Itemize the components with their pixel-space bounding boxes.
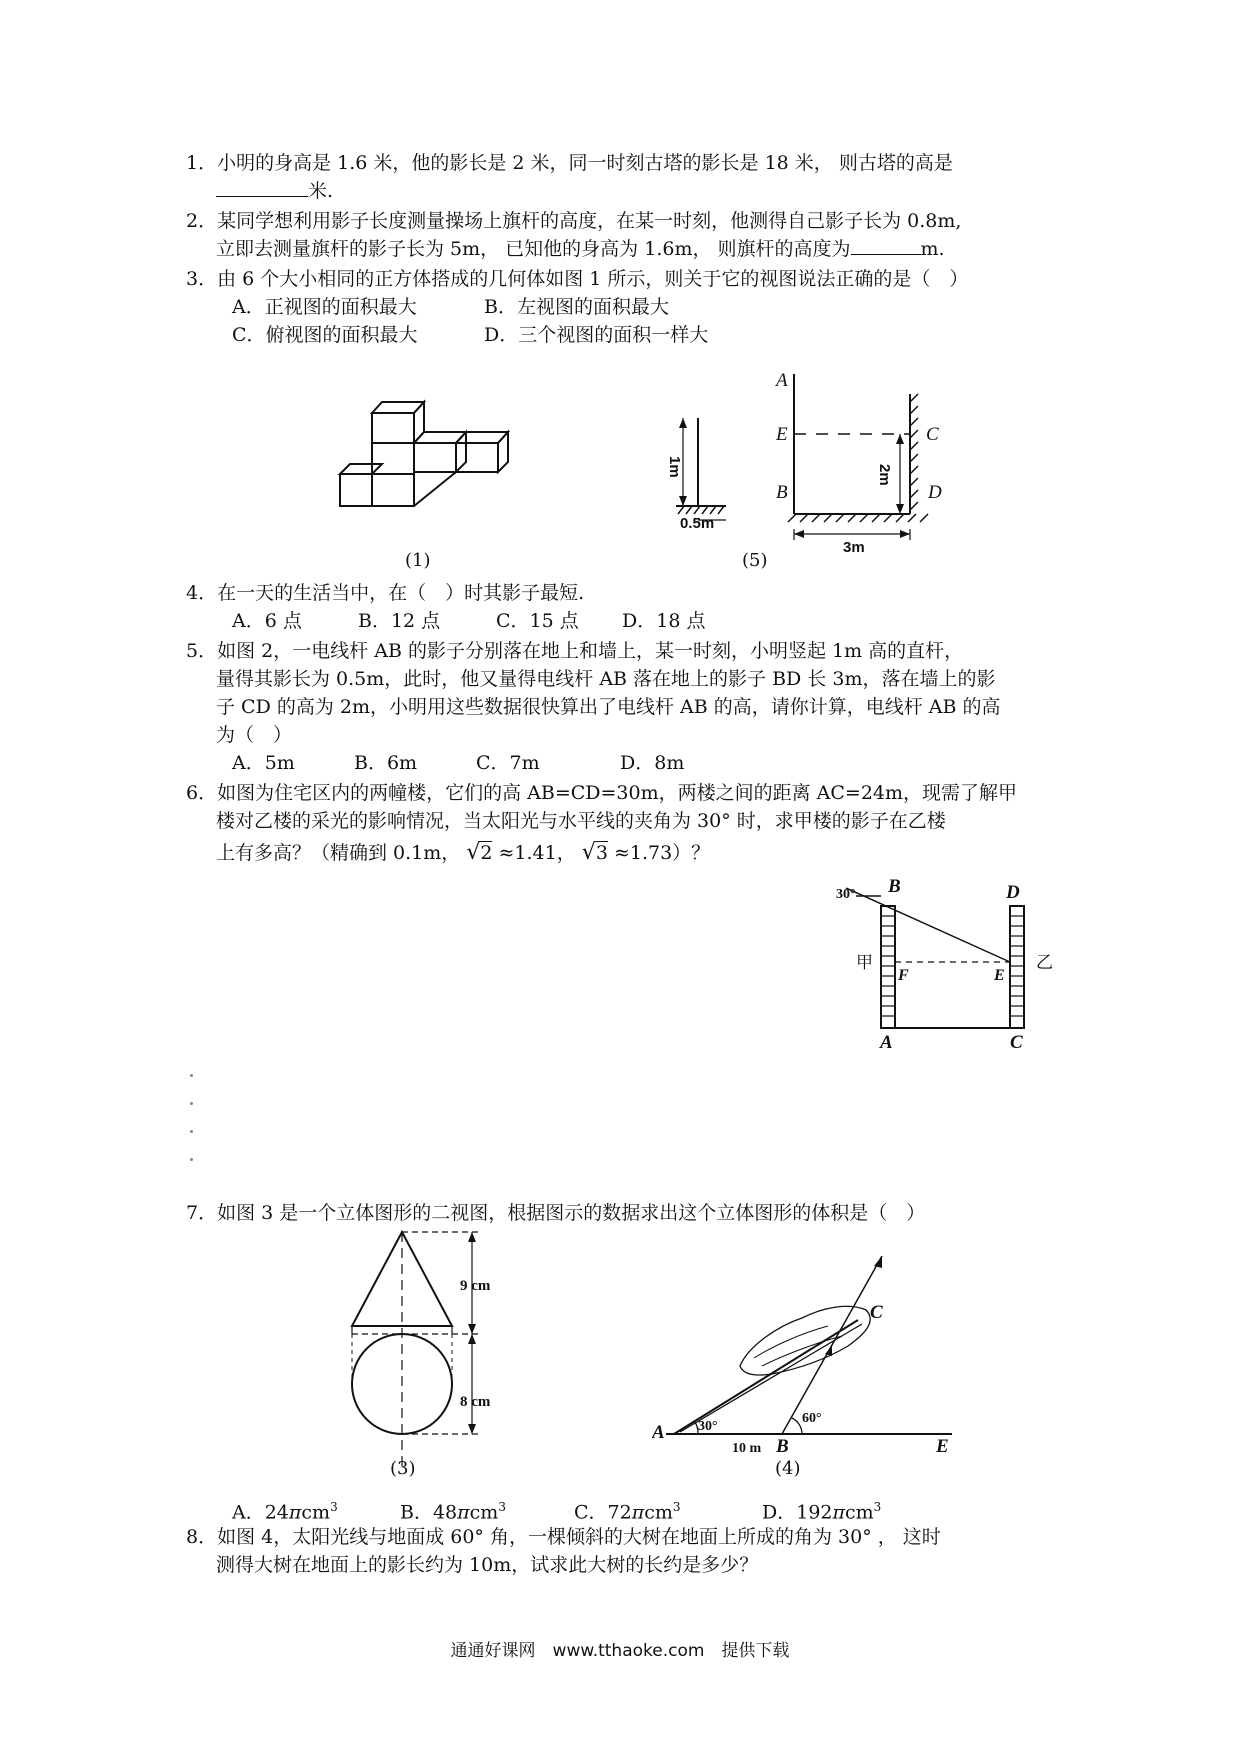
q6-line1: 6．如图为住宅区内的两幢楼，它们的高 AB=CD=30m，两楼之间的距离 AC=24m，现需了解甲 [186, 782, 1018, 804]
q1-line2-suffix: 米. [308, 180, 334, 202]
fig4-point-c: C [870, 1302, 883, 1323]
q7-option-d-value: D．192 [762, 1501, 833, 1524]
sqrt3-symbol: √ [581, 840, 596, 865]
fig4-point-a: A [652, 1422, 665, 1443]
figure-4-caption: (4) [775, 1458, 801, 1479]
q4-stem: 4．在一天的生活当中，在（ ）时其影子最短. [186, 582, 585, 604]
unit-cm: cm [301, 1501, 331, 1524]
q2-line2 [216, 236, 945, 262]
fig6-point-f: F [898, 967, 909, 984]
q2-line1: 2．某同学想利用影子长度测量操场上旗杆的高度，在某一时刻，他测得自己影子长为 0.8m, [186, 210, 962, 232]
figure-5-caption: (5) [742, 550, 768, 571]
fig4-label-10m: 10 m [732, 1441, 762, 1456]
fig5-point-a: A [776, 370, 788, 391]
unit-cm: cm [469, 1501, 499, 1524]
scan-dot [190, 1074, 193, 1077]
fig5-label-0.5m: 0.5m [680, 515, 715, 532]
q7-stem: 7．如图 3 是一个立体图形的二视图，根据图示的数据求出这个立体图形的体积是（ ） [186, 1202, 926, 1224]
q7-option-d [762, 1494, 881, 1525]
fig5-point-c: C [926, 424, 939, 445]
fig5-point-d: D [928, 482, 942, 503]
q5-line2: 量得其影长为 0.5m，此时，他又量得电线杆 AB 落在地上的影子 BD 长 3m，落在墙上的影 [216, 668, 996, 690]
sqrt3-radicand: 3 [595, 842, 608, 864]
q6-line3-prefix: 上有多高？（精确到 0.1m， [216, 842, 461, 864]
fig6-point-b: B [888, 876, 901, 897]
fig4-point-b: B [776, 1436, 789, 1456]
pi-symbol: π [288, 1501, 302, 1524]
q5-option-d: D．8m [620, 752, 685, 774]
scan-dot [190, 1158, 193, 1161]
figure-3-two-views [340, 1226, 530, 1476]
figure-5-diagram [648, 364, 958, 554]
q2-line2-prefix: 立即去测量旗杆的影子长为 5m， 已知他的身高为 1.6m， 则旗杆的高度为 [216, 238, 851, 260]
q7-option-c [574, 1494, 681, 1525]
figure-1-caption: (1) [405, 550, 431, 571]
q3-option-d: D．三个视图的面积一样大 [484, 324, 709, 346]
fig4-point-e: E [936, 1436, 949, 1456]
exponent-3: 3 [330, 1500, 338, 1514]
fig3-label-8cm: 8 cm [460, 1394, 491, 1410]
exponent-3: 3 [873, 1500, 882, 1514]
unit-cm: cm [644, 1501, 673, 1524]
q5-line3: 子 CD 的高为 2m，小明用这些数据很快算出了电线杆 AB 的高，请你计算，电线杆 AB 的高 [216, 696, 1001, 718]
figure-1-cubes [330, 392, 530, 542]
fig6-point-c: C [1010, 1032, 1023, 1053]
q5-option-a: A．5m [232, 752, 295, 774]
sqrt2-radicand: 2 [480, 842, 493, 864]
q7-option-a-value: A．24 [232, 1501, 289, 1524]
q6-line3 [216, 840, 710, 866]
q8-line2: 测得大树在地面上的影长约为 10m，试求此大树的长约是多少？ [216, 1554, 759, 1576]
q4-option-a: A．6 点 [232, 610, 302, 632]
fig4-angle-60: 60° [802, 1411, 822, 1426]
sqrt2-symbol: √ [466, 840, 481, 865]
fig6-label-yi: 乙 [1036, 953, 1053, 973]
q5-option-b: B．6m [354, 752, 418, 774]
q5-line4: 为（ ） [216, 724, 293, 746]
fig4-angle-30: 30° [698, 1419, 718, 1434]
figure-6-buildings [836, 876, 1066, 1056]
q2-line2-suffix: m. [920, 238, 945, 260]
q5-line1: 5．如图 2，一电线杆 AB 的影子分别落在地上和墙上，某一时刻，小明竖起 1m 高的直杆， [186, 640, 964, 662]
q1-line1: 1．小明的身高是 1.6 米，他的影长是 2 米，同一时刻古塔的影长是 18 米， 则古塔的高是 [186, 152, 953, 174]
fig5-label-3m: 3m [843, 539, 865, 554]
scan-dot [190, 1102, 193, 1105]
fig3-label-9cm: 9 cm [460, 1278, 491, 1294]
q3-stem: 3．由 6 个大小相同的正方体搭成的几何体如图 1 所示，则关于它的视图说法正确的是（ ） [186, 268, 969, 290]
pi-symbol: π [631, 1501, 645, 1524]
q7-option-a [232, 1494, 338, 1525]
q2-answer-blank [851, 236, 921, 255]
fig5-label-2m: 2m [876, 464, 893, 486]
q6-approx1: ≈1.41， [498, 842, 576, 864]
fig5-point-b: B [776, 482, 788, 503]
unit-cm: cm [845, 1501, 874, 1524]
fig6-point-d: D [1006, 882, 1020, 903]
q6-line2: 楼对乙楼的采光的影响情况，当太阳光与水平线的夹角为 30° 时，求甲楼的影子在乙楼 [216, 810, 946, 832]
exponent-3: 3 [498, 1500, 506, 1514]
q3-option-c: C．俯视图的面积最大 [232, 324, 418, 346]
q8-line1: 8．如图 4，太阳光线与地面成 60° 角，一棵倾斜的大树在地面上所成的角为 30° ， 这时 [186, 1526, 941, 1548]
q5-option-c: C．7m [476, 752, 540, 774]
pi-symbol: π [457, 1501, 470, 1524]
figure-3-caption: (3) [390, 1458, 416, 1479]
q1-answer-blank [216, 178, 308, 197]
figure-4-leaning-tree [652, 1256, 962, 1456]
fig6-label-jia: 甲 [856, 953, 873, 973]
q7-option-c-value: C．72 [574, 1501, 632, 1524]
fig6-point-e: E [994, 967, 1005, 984]
q7-option-b [400, 1494, 506, 1525]
q4-option-c: C．15 点 [496, 610, 579, 632]
page-footer: 通通好课网 www.tthaoke.com 提供下载 [450, 1641, 790, 1661]
q6-approx2: ≈1.73）？ [613, 842, 711, 864]
q1-line2 [216, 178, 333, 204]
q4-option-b: B．12 点 [358, 610, 441, 632]
q4-option-d: D．18 点 [622, 610, 706, 632]
fig6-point-a: A [880, 1032, 893, 1053]
fig5-point-e: E [776, 424, 788, 445]
q3-option-b: B．左视图的面积最大 [484, 296, 669, 318]
pi-symbol: π [832, 1501, 845, 1524]
fig6-angle-30: 30° [836, 887, 856, 902]
q7-option-b-value: B．48 [400, 1501, 458, 1524]
exponent-3: 3 [672, 1500, 681, 1514]
fig5-label-1m: 1m [666, 456, 683, 478]
q3-option-a: A．正视图的面积最大 [232, 296, 417, 318]
scan-dot [190, 1130, 193, 1133]
